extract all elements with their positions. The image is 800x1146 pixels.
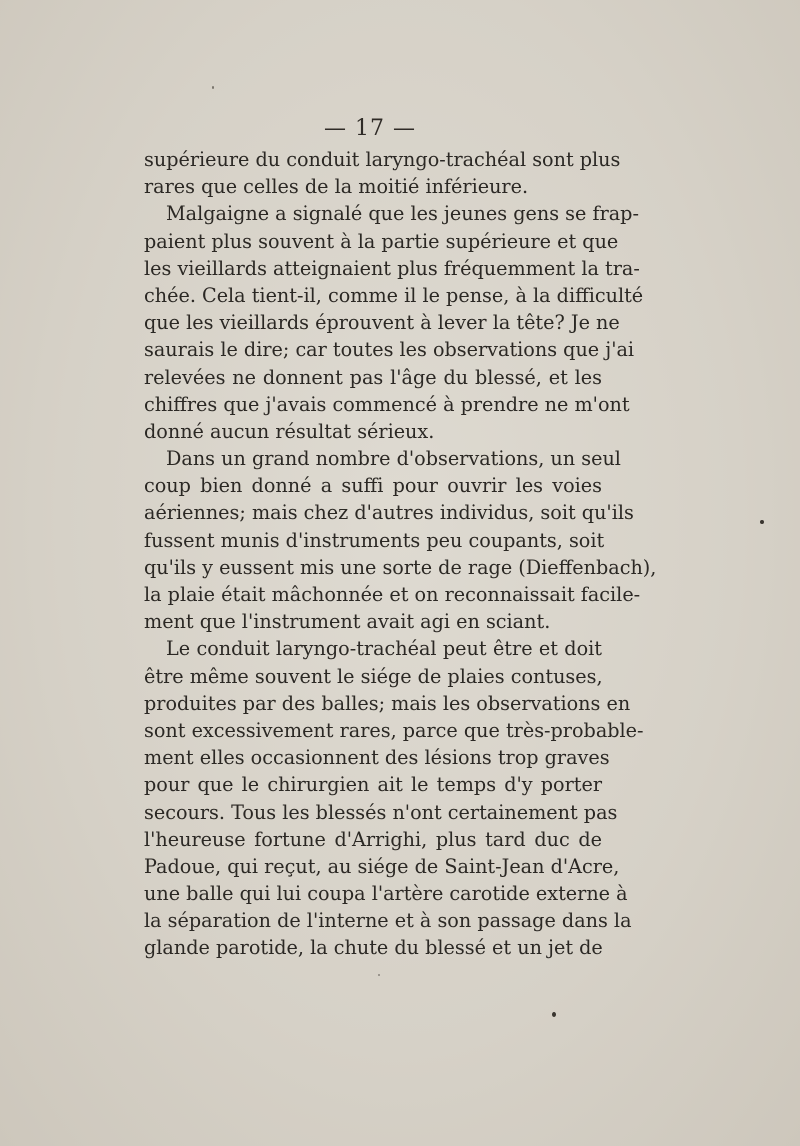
- text-line: secours. Tous les blessés n'ont certainement pas: [144, 800, 618, 824]
- body-text: [144, 146, 657, 962]
- text-line: les vieillards atteignaient plus fréquemment la tra-: [144, 256, 640, 280]
- text-line: qu'ils y eussent mis une sorte de rage (Dieffenbach),: [144, 555, 657, 579]
- text-line: Dans un grand nombre d'observations, un seul: [166, 447, 621, 471]
- text-line: produites par des balles; mais les observations en: [144, 691, 631, 715]
- text-line: que les vieillards éprouvent à lever la tête? Je ne: [144, 311, 620, 335]
- text-line: coup bien donné a suffi pour ouvrir les voies: [144, 474, 602, 498]
- text-line: donné aucun résultat sérieux.: [144, 419, 435, 443]
- text-line: aériennes; mais chez d'autres individus, soit qu'ils: [144, 501, 634, 525]
- text-line: l'heureuse fortune d'Arrighi, plus tard duc de: [144, 827, 602, 851]
- text-line: relevées ne donnent pas l'âge du blessé, et les: [144, 365, 602, 389]
- text-line: chée. Cela tient-il, comme il le pense, à la difficulté: [144, 283, 644, 307]
- text-line: ment que l'instrument avait agi en sciant.: [144, 610, 551, 634]
- text-line: Padoue, qui reçut, au siége de Saint-Jean d'Acre,: [144, 854, 620, 878]
- text-line: Malgaigne a signalé que les jeunes gens se frap-: [166, 202, 639, 226]
- text-line: glande parotide, la chute du blessé et un jet de: [144, 936, 603, 960]
- text-line: fussent munis d'instruments peu coupants, soit: [144, 528, 605, 552]
- text-line: une balle qui lui coupa l'artère carotide externe à: [144, 882, 628, 906]
- text-line: saurais le dire; car toutes les observations que j'ai: [144, 338, 635, 362]
- page-number: — 17 —: [324, 116, 416, 141]
- text-line: ment elles occasionnent des lésions trop graves: [144, 746, 610, 770]
- ink-speck: [212, 86, 214, 89]
- text-line: paient plus souvent à la partie supérieure et que: [144, 229, 619, 253]
- text-line: sont excessivement rares, parce que très-probable-: [144, 718, 644, 742]
- text-line: être même souvent le siége de plaies contuses,: [144, 664, 603, 688]
- ink-speck: [760, 520, 764, 524]
- ink-speck: [552, 1012, 556, 1017]
- text-line: supérieure du conduit laryngo-trachéal sont plus: [144, 148, 621, 171]
- text-line: la plaie était mâchonnée et on reconnaissait facile-: [144, 583, 641, 606]
- text-line: la séparation de l'interne et à son passage dans la: [144, 909, 632, 933]
- text-line: Le conduit laryngo-trachéal peut être et doit: [166, 637, 602, 661]
- text-line: rares que celles de la moitié inférieure.: [144, 175, 529, 199]
- ink-speck: [378, 974, 380, 976]
- text-line: chiffres que j'avais commencé à prendre ne m'ont: [144, 392, 630, 416]
- text-line: pour que le chirurgien ait le temps d'y porter: [144, 773, 602, 797]
